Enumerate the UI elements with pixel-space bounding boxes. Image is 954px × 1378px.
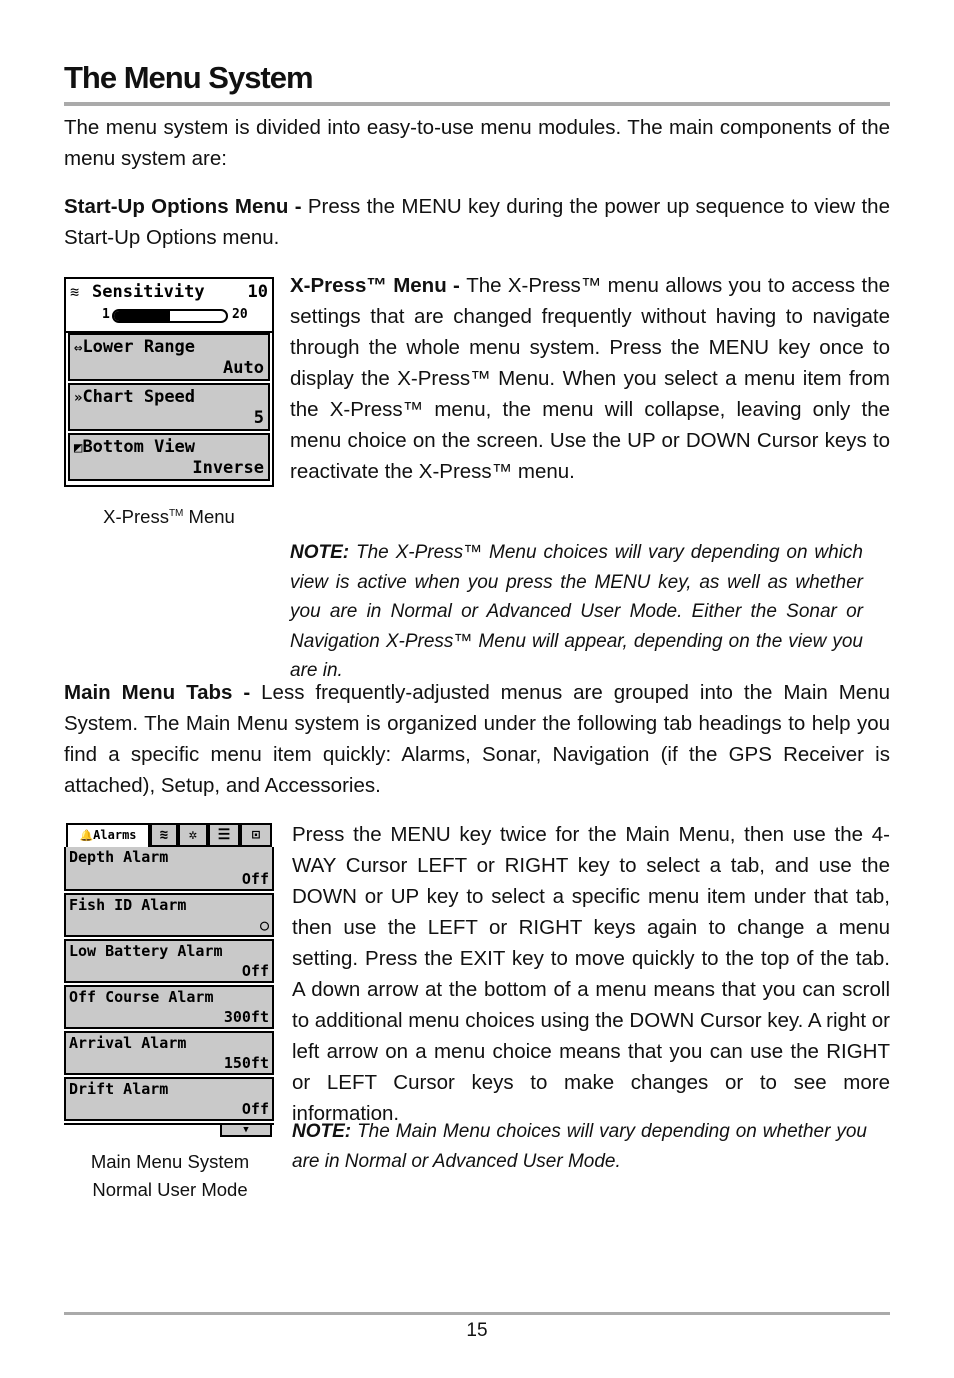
menu-item-value: Off (241, 870, 269, 888)
footer-rule (64, 1312, 890, 1315)
chart-speed-icon: » (74, 390, 83, 406)
menu-item-label: Arrival Alarm (69, 1034, 187, 1052)
sensitivity-slider[interactable] (112, 309, 228, 323)
xpress-menu-screenshot (64, 277, 274, 487)
chart-speed-value: 5 (253, 408, 264, 428)
mainmenu-note-text: The Main Menu choices will vary depending on whether you are in Normal or Advanced User Mode. (292, 1121, 868, 1172)
startup-paragraph (64, 191, 890, 253)
tab-setup[interactable] (208, 823, 240, 847)
xpress-paragraph (290, 270, 890, 487)
slider-max: 20 (232, 307, 248, 322)
main-menu-screenshot (64, 823, 274, 1139)
mainmenu-caption (64, 1148, 276, 1204)
chart-speed-label: »Chart Speed (74, 387, 196, 407)
menu-item-value: Off (241, 962, 269, 980)
menu-item-label: Fish ID Alarm (69, 896, 187, 914)
sonar-icon: ≋ (159, 827, 169, 843)
bottom-view-label: ◩Bottom View (74, 437, 196, 457)
mainmenu-caption-line2: Normal User Mode (92, 1179, 248, 1200)
sensitivity-row (66, 279, 272, 333)
xpress-note (290, 538, 863, 686)
sensitivity-slider-fill (114, 311, 170, 321)
mainmenu-paragraph (64, 677, 890, 801)
setup-icon: ☰ (217, 827, 231, 843)
mainmenu-note (292, 1117, 867, 1176)
menu-item-label: Low Battery Alarm (69, 942, 223, 960)
sensitivity-icon: ≋ (70, 283, 80, 301)
sensitivity-label: Sensitivity (92, 282, 205, 302)
mainmenu-note-label: NOTE: (292, 1121, 358, 1142)
lower-range-label: ⇔Lower Range (74, 337, 196, 357)
menu-item-value: ○ (259, 916, 269, 934)
menu-item-label: Depth Alarm (69, 848, 169, 866)
menu-item-value: Off (241, 1100, 269, 1118)
mainmenu-label: Main Menu Tabs - (64, 681, 262, 704)
xpress-item-lower-range[interactable] (68, 333, 270, 381)
mainmenu-caption-line1: Main Menu System (90, 1151, 250, 1172)
page-title: The Menu System (64, 60, 313, 95)
startup-text: Press the MENU key during the power up sequence to view the Start-Up Options menu. (64, 195, 890, 249)
xpress-caption: X-Press™ Menu (103, 506, 235, 528)
xpress-text: The X-Press™ menu allows you to access the settings that are changed frequently without having to navigate through the whole menu system. Press the MENU key once to display the X-Press™ Menu. When you select a menu item from the X-Press™ menu, the menu will collapse, leaving only the menu choice on the screen. Use the UP or DOWN Cursor keys to reactivate the X-Press™ menu. (290, 274, 890, 483)
menu-item-label: Drift Alarm (69, 1080, 169, 1098)
menu-item-arrival-alarm[interactable] (64, 1031, 274, 1075)
tab-alarms[interactable]: 🔔Alarms (66, 823, 150, 847)
menu-item-label: Off Course Alarm (69, 988, 214, 1006)
intro-paragraph: The menu system is divided into easy-to-use menu modules. The main components of the menu system are: (64, 116, 890, 170)
accessories-icon: ⊡ (251, 827, 261, 843)
scroll-down-arrow-icon[interactable]: ▼ (220, 1125, 272, 1137)
startup-label: Start-Up Options Menu - (64, 195, 308, 218)
sensitivity-value: 10 (247, 282, 268, 302)
tab-accessories[interactable] (240, 823, 272, 847)
depth-range-icon: ⇔ (74, 340, 83, 356)
xpress-note-text: The X-Press™ Menu choices will vary depending on which view is active when you press the MENU key, as well as whether you are in Normal or Advanced User Mode. Either the Sonar or Navigation X-Press™ Menu will appear, depending on the view you are in. (290, 542, 863, 681)
xpress-label: X-Press™ Menu - (290, 274, 467, 297)
navigation-icon: ✲ (188, 827, 198, 843)
menu-item-off-course-alarm[interactable] (64, 985, 274, 1029)
title-rule (64, 102, 890, 106)
page-number: 15 (466, 1320, 488, 1341)
xpress-item-bottom-view[interactable] (68, 433, 270, 481)
lower-range-value: Auto (223, 358, 264, 378)
menu-item-value: 300ft (223, 1008, 269, 1026)
xpress-note-label: NOTE: (290, 542, 356, 563)
slider-min: 1 (102, 307, 110, 322)
bottom-view-value: Inverse (192, 458, 264, 478)
mainmenu-text: Less frequently-adjusted menus are grouped into the Main Menu System. The Main Menu system is organized under the following tab headings to help you find a specific menu item quickly: Alarms, Sonar, Navigation (if the GPS Receiver is attached), Setup, and Accessories. (64, 681, 890, 797)
menu-item-value: 150ft (223, 1054, 269, 1072)
menu-item-low-battery-alarm[interactable] (64, 939, 274, 983)
menu-item-fish-id-alarm[interactable] (64, 893, 274, 937)
xpress-item-chart-speed[interactable] (68, 383, 270, 431)
menu-item-drift-alarm[interactable] (64, 1077, 274, 1121)
menu-item-depth-alarm[interactable] (64, 847, 274, 891)
alarm-bell-icon: 🔔 (79, 829, 94, 842)
bottom-view-icon: ◩ (74, 440, 83, 456)
tab-navigation[interactable] (178, 823, 208, 847)
tab-sonar[interactable] (150, 823, 178, 847)
mainmenu-instructions: Press the MENU key twice for the Main Menu, then use the 4-WAY Cursor LEFT or RIGHT key to select a tab, and use the DOWN or UP key to select a specific menu item under that tab, then use the LEFT or RIGHT keys again to change a menu setting. Press the EXIT key to move quickly to the top of the tab. A down arrow at the bottom of a menu means that you can scroll to additional menu choices using the DOWN Cursor key. A right or left arrow on a menu choice means that you can use the RIGHT or LEFT Cursor keys to make changes or to see more information. (292, 823, 890, 1125)
